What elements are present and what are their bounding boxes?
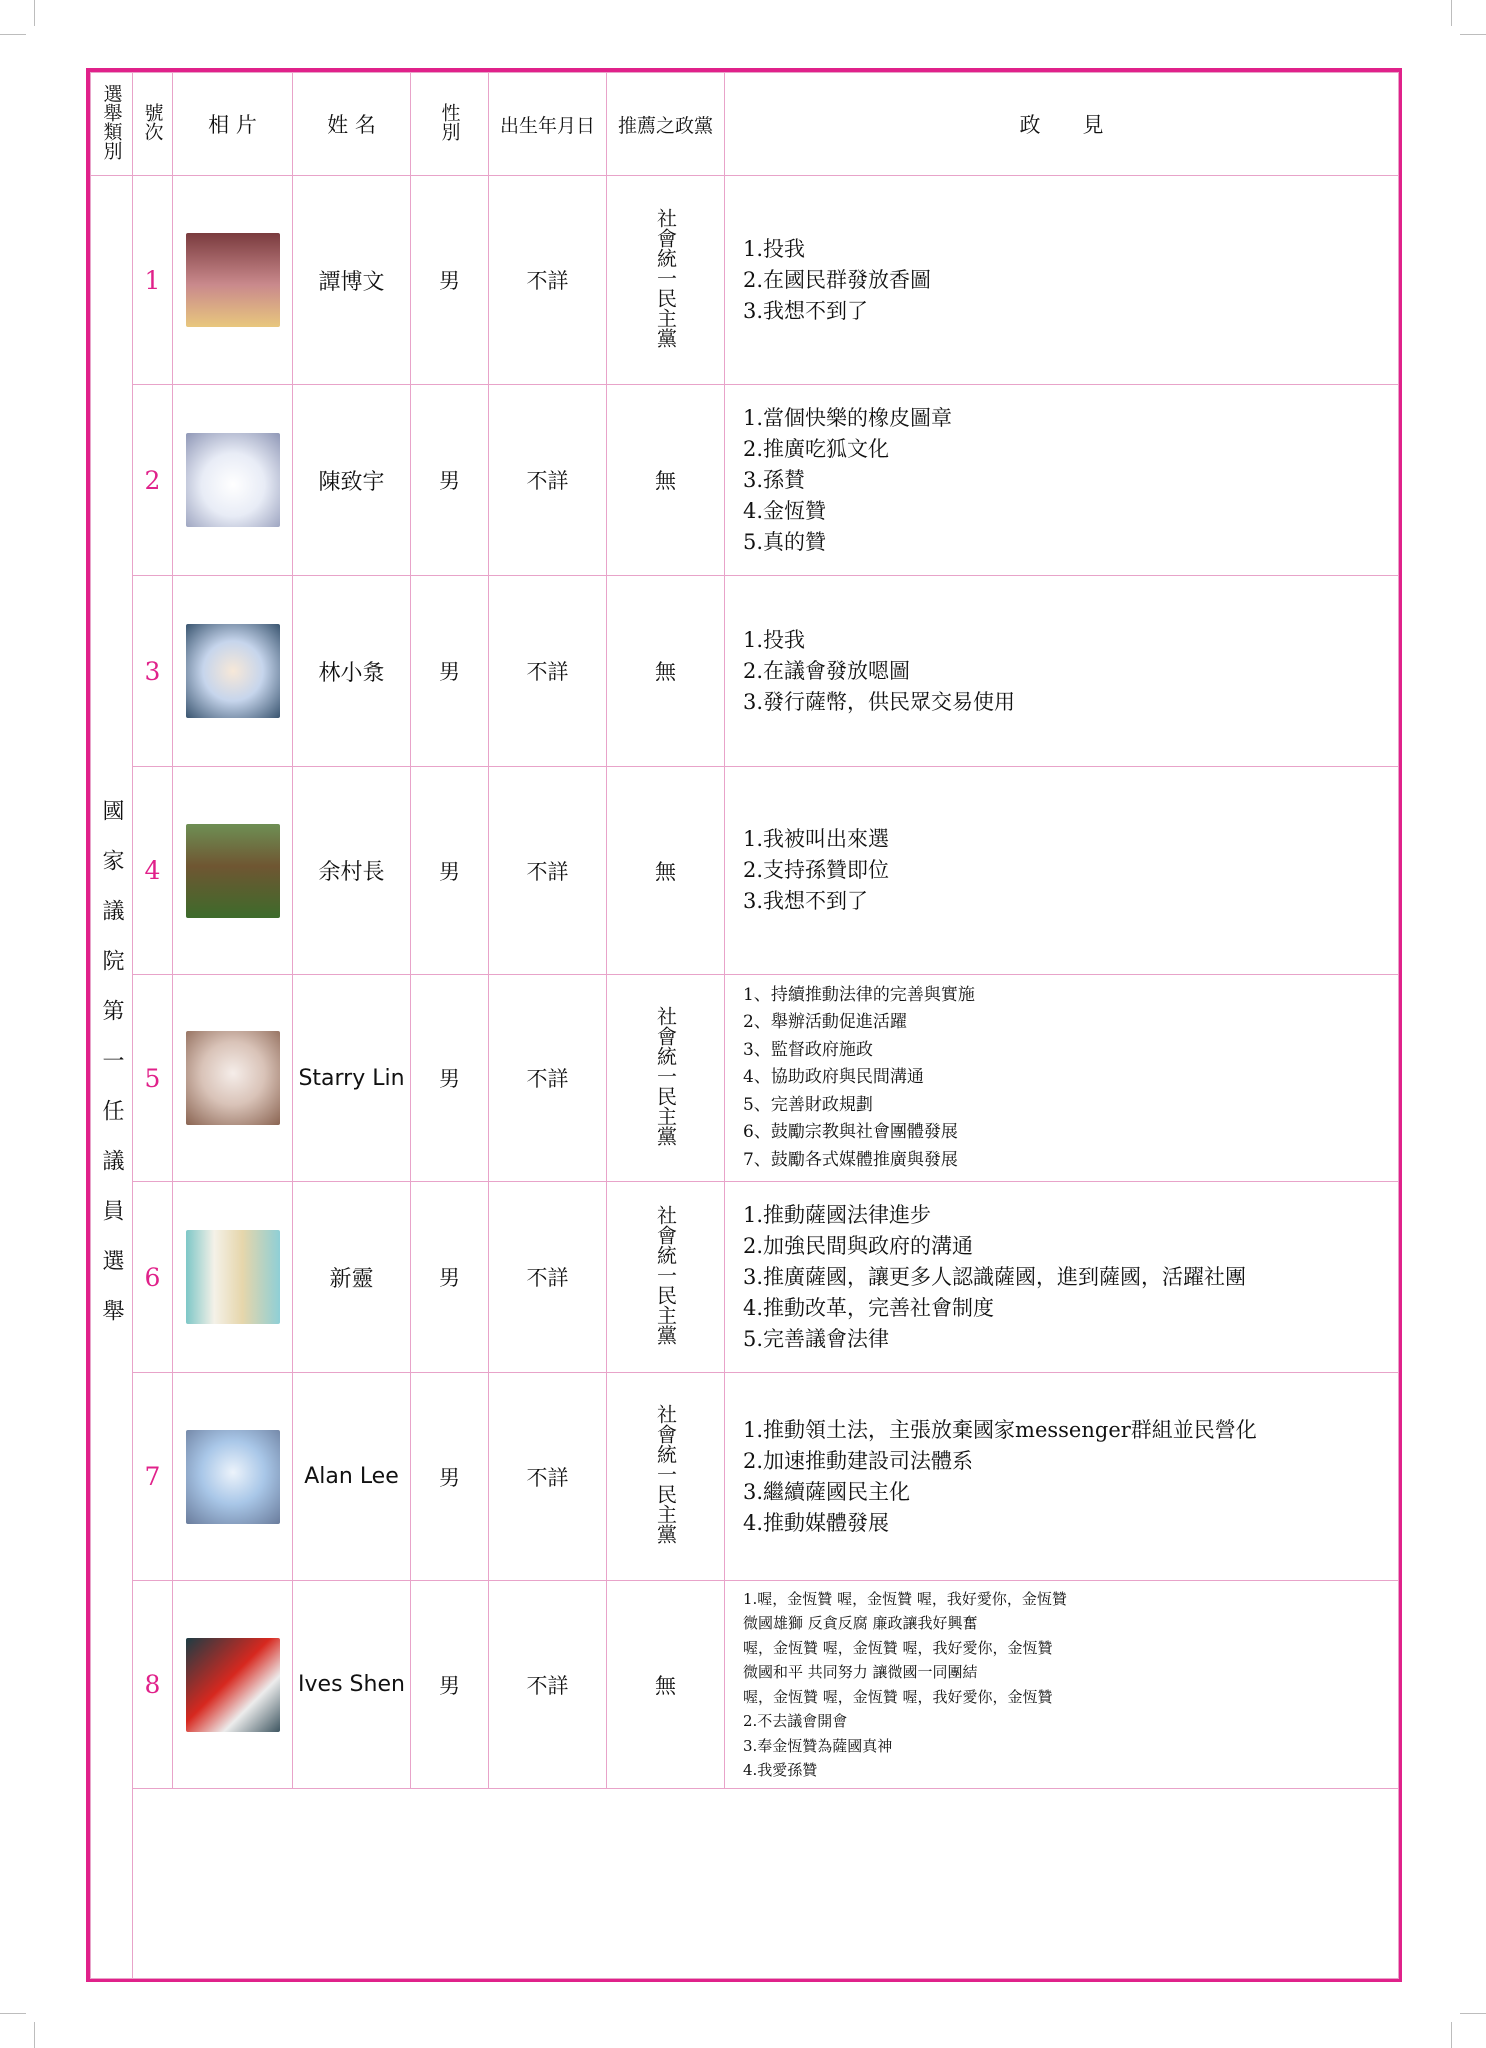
candidate-birth: 不詳 [489,767,607,975]
candidate-number: 8 [133,1581,173,1789]
policy-item: 6、鼓勵宗教與社會團體發展 [743,1122,958,1143]
photo-cell [173,1182,293,1373]
candidate-gender: 男 [411,1373,489,1581]
candidate-number: 2 [133,385,173,576]
candidate-party: 社會統一民主黨 [607,1373,725,1581]
policy-item: 2.支持孫贊即位 [743,858,890,882]
candidate-row [91,1182,1399,1373]
policy-item: 5.完善議會法律 [743,1326,890,1351]
candidate-gender: 男 [411,576,489,767]
policy-item: 3.繼續薩國民主化 [743,1479,911,1504]
candidate-party: 無 [607,576,725,767]
header-policy: 政 見 [725,73,1399,176]
policy-item: 2.在議會發放嗯圖 [743,658,911,683]
candidate-number: 4 [133,767,173,975]
header-party: 推薦之政黨 [607,73,725,176]
policy-item: 1.喔，金恆贊 喔，金恆贊 喔，我好愛你，金恆贊 [743,1589,1067,1608]
policy-item: 3.推廣薩國，讓更多人認識薩國，進到薩國，活躍社團 [743,1264,1247,1289]
plush-toys-icon [186,1230,280,1324]
header-election-type: 選舉類別 [91,73,133,176]
policy-item: 2.在國民群發放香圖 [743,267,932,292]
policy-item: 2.推廣吃狐文化 [743,436,890,461]
policy-item: 3.發行薩幣，供民眾交易使用 [743,689,1016,714]
policy-item: 3.我想不到了 [743,889,869,913]
policy-item: 3.奉金恆贊為薩國真神 [743,1736,893,1755]
candidate-gender: 男 [411,176,489,385]
candidate-name: Ives Shen [293,1581,411,1789]
policy-item: 4.推動媒體發展 [743,1510,890,1535]
photo-cell [173,176,293,385]
candidate-birth: 不詳 [489,576,607,767]
header-number: 號次 [133,73,173,176]
candidate-number: 7 [133,1373,173,1581]
minecraft-house-icon [186,824,280,918]
header-birth: 出生年月日 [489,73,607,176]
candidate-party: 無 [607,1581,725,1789]
candidate-party: 社會統一民主黨 [607,1182,725,1373]
candidate-number: 5 [133,975,173,1182]
candidate-policies [725,767,1399,975]
candidate-birth: 不詳 [489,1373,607,1581]
candidate-policies [725,176,1399,385]
candidate-row [91,385,1399,576]
empty-row [91,1789,1399,1979]
header-gender: 性別 [411,73,489,176]
policy-item: 1.當個快樂的橡皮圖章 [743,405,953,430]
policy-item: 2、舉辦活動促進活躍 [743,1012,907,1033]
crop-mark [0,34,26,35]
policy-item: 2.加強民間與政府的溝通 [743,1233,974,1258]
candidate-name: Starry Lin [293,975,411,1182]
photo-cell [173,385,293,576]
candidate-birth: 不詳 [489,1182,607,1373]
candidate-policies [725,975,1399,1182]
photo-cell [173,576,293,767]
candidate-policies [725,385,1399,576]
policy-item: 3、監督政府施政 [743,1039,873,1060]
policy-item: 5、完善財政規劃 [743,1094,873,1115]
candidate-row [91,767,1399,975]
crop-mark [1451,0,1452,26]
policy-item: 5.真的贊 [743,529,827,554]
policy-item: 1、持續推動法律的完善與實施 [743,984,975,1005]
policy-item: 喔，金恆贊 喔，金恆贊 喔，我好愛你，金恆贊 [743,1687,1053,1706]
header-photo: 相 片 [173,73,293,176]
crop-mark [1460,2013,1486,2014]
policy-item: 1.推動領土法，主張放棄國家messenger群組並民營化 [743,1417,1257,1442]
crop-mark [1460,34,1486,35]
candidate-row [91,975,1399,1182]
candidate-table [90,72,1399,1979]
anime-girl-brown-hair-icon [186,1031,280,1125]
candidate-party: 社會統一民主黨 [607,975,725,1182]
anime-blue-hair-icon [186,1430,280,1524]
candidate-birth: 不詳 [489,1581,607,1789]
candidate-gender: 男 [411,1581,489,1789]
policy-item: 2.不去議會開會 [743,1712,848,1730]
policy-item: 3.孫賛 [743,467,806,492]
photo-cell [173,975,293,1182]
candidate-row [91,1373,1399,1581]
candidate-birth: 不詳 [489,176,607,385]
policy-item: 3.我想不到了 [743,298,869,323]
candidate-policies [725,1182,1399,1373]
policy-item: 喔，金恆贊 喔，金恆贊 喔，我好愛你，金恆贊 [743,1638,1053,1657]
candidate-policies [725,1581,1399,1789]
policy-item: 1.我被叫出來選 [743,827,890,851]
anime-girl-icon [186,433,280,527]
policy-item: 微國雄獅 反貪反腐 廉政讓我好興奮 [743,1614,978,1632]
ballot-sheet [86,68,1402,1982]
candidate-gender: 男 [411,385,489,576]
crop-mark [34,0,35,26]
candidate-birth: 不詳 [489,975,607,1182]
policy-item: 1.推動薩國法律進步 [743,1202,932,1227]
candidate-row [91,176,1399,385]
candidate-policies [725,1373,1399,1581]
candidate-row [91,576,1399,767]
candidate-row [91,1581,1399,1789]
policy-item: 微國和平 共同努力 讓微國一同團結 [743,1663,978,1681]
crowned-figure-icon [186,233,280,327]
candidate-name: 譚博文 [293,176,411,385]
policy-item: 1.投我 [743,236,806,261]
candidate-name: Alan Lee [293,1373,411,1581]
candidate-party: 社會統一民主黨 [607,176,725,385]
candidate-party: 無 [607,767,725,975]
candidate-policies [725,576,1399,767]
crop-mark [0,2013,26,2014]
candidate-number: 3 [133,576,173,767]
table-header-row [91,73,1399,176]
photo-cell [173,1373,293,1581]
empty-cell [133,1789,1399,1979]
policy-item: 4、協助政府與民間溝通 [743,1067,924,1088]
crop-mark [34,2022,35,2048]
header-name: 姓 名 [293,73,411,176]
candidate-party: 無 [607,385,725,576]
policy-item: 4.我愛孫贊 [743,1761,818,1779]
candidate-birth: 不詳 [489,385,607,576]
election-name: 國家議院第一任議員選舉 [91,176,133,1979]
candidate-number: 6 [133,1182,173,1373]
photo-cell [173,1581,293,1789]
policy-item: 4.推動改革，完善社會制度 [743,1295,995,1320]
candidate-gender: 男 [411,975,489,1182]
crop-mark [1451,2022,1452,2048]
policy-item: 7、鼓勵各式媒體推廣與發展 [743,1149,958,1170]
photo-cell [173,767,293,975]
candidate-gender: 男 [411,767,489,975]
race-car-icon [186,1638,280,1732]
anime-beast-icon [186,624,280,718]
policy-item: 1.投我 [743,627,806,652]
candidate-name: 余村長 [293,767,411,975]
policy-item: 4.金恆贊 [743,498,827,523]
policy-item: 2.加速推動建設司法體系 [743,1448,974,1473]
candidate-number: 1 [133,176,173,385]
candidate-name: 新靈 [293,1182,411,1373]
candidate-gender: 男 [411,1182,489,1373]
candidate-name: 林小洜 [293,576,411,767]
candidate-name: 陳致宇 [293,385,411,576]
